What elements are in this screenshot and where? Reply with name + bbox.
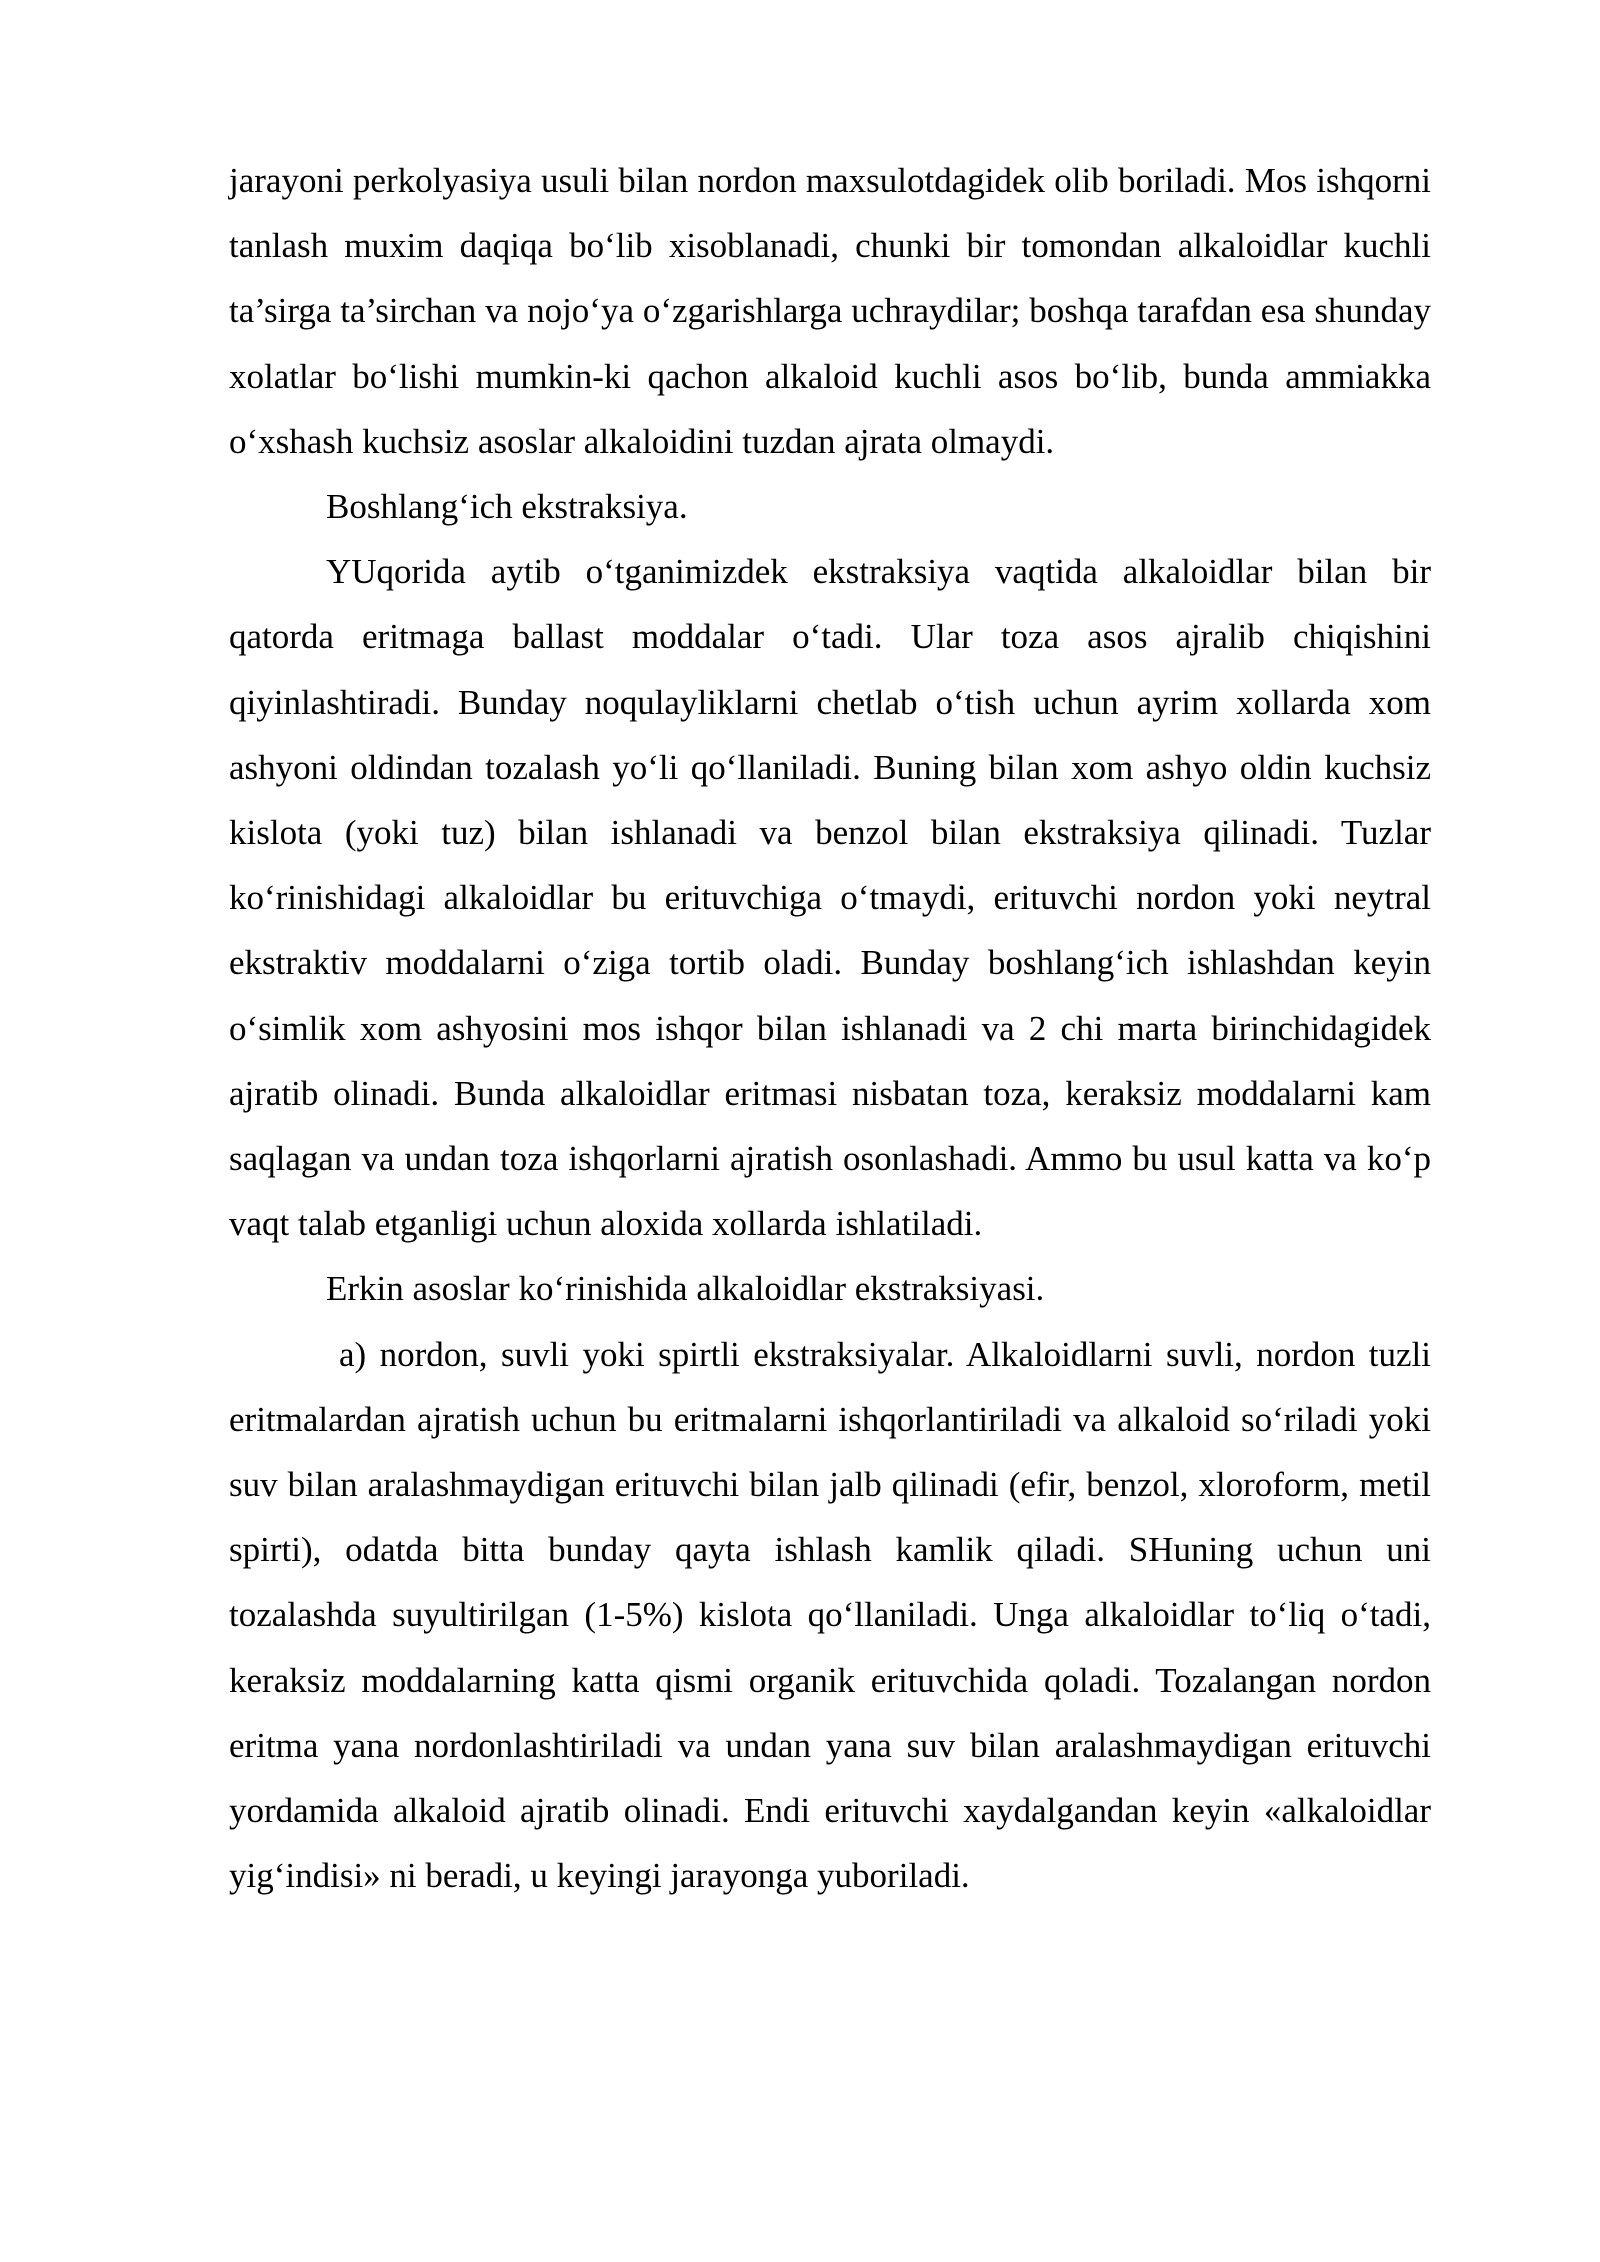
paragraph-initial-extraction: YUqorida aytib o‘tganimizdek ekstraksiya vaqtida alkaloidlar bilan bir qatorda eritmaga ballast moddalar o‘tadi. Ular toza asos ajralib chiqishini qiyinlashtiradi. Bunday noqulayliklarni chetlab o‘tish uchun ayrim xollarda xom ashyoni oldindan tozalash yo‘li qo‘llaniladi. Buning bilan xom ashyo oldin kuchsiz kislota (yoki tuz) bilan ishlanadi va benzol bilan ekstraksiya qilinadi. Tuzlar ko‘rinishidagi alkaloidlar bu erituvchiga o‘tmaydi, erituvchi nordon yoki neytral ekstraktiv moddalarni o‘ziga tortib oladi. Bunday boshlang‘ich ishlashdan keyin o‘simlik xom ashyosini mos ishqor bilan ishlanadi va 2 chi marta birinchidagidek ajratib olinadi. Bunda alkaloidlar eritmasi nisbatan toza, keraksiz moddalarni kam saqlagan va undan toza ishqorlarni ajratish osonlashadi. Ammo bu usul katta va ko‘p vaqt talab etganligi uchun aloxida xollarda ishlatiladi.	[229, 552, 1431, 1244]
paragraph-acidic-extracts: a) nordon, suvli yoki spirtli ekstraksiyalar. Alkaloidlarni suvli, nordon tuzli eritmalardan ajratish uchun bu eritmalarni ishqorlantiriladi va alkaloid so‘riladi yoki suv bilan aralashmaydigan erituvchi bilan jalb qilinadi (efir, benzol, xloroform, metil spirti), odatda bitta bunday qayta ishlash kamlik qiladi. SHuning uchun uni tozalashda suyultirilgan (1-5%) kislota qo‘llaniladi. Unga alkaloidlar to‘liq o‘tadi, keraksiz moddalarning katta qismi organik erituvchida qoladi. Tozalangan nordon eritma yana nordonlashtiriladi va undan yana suv bilan aralashmaydigan erituvchi yordamida alkaloid ajratib olinadi. Endi erituvchi xaydalgandan keyin «alkaloidlar yig‘indisi» ni beradi, u keyingi jarayonga yuboriladi.	[229, 1334, 1431, 1896]
document-page	[229, 148, 1431, 1908]
paragraph-continuation: jarayoni perkolyasiya usuli bilan nordon maxsulotdagidek olib boriladi. Mos ishqorni tanlash muxim daqiqa bo‘lib xisoblanadi, chunki bir tomondan alkaloidlar kuchli ta’sirga ta’sirchan va nojo‘ya o‘zgarishlarga uchraydilar; boshqa tarafdan esa shunday xolatlar bo‘lishi mumkin-ki qachon alkaloid kuchli asos bo‘lib, bunda ammiakka o‘xshash kuchsiz asoslar alkaloidini tuzdan ajrata olmaydi.	[229, 161, 1431, 461]
heading-initial-extraction: Boshlang‘ich ekstraksiya.	[326, 487, 688, 527]
heading-free-base-extraction: Erkin asoslar ko‘rinishida alkaloidlar ekstraksiyasi.	[326, 1269, 1045, 1309]
